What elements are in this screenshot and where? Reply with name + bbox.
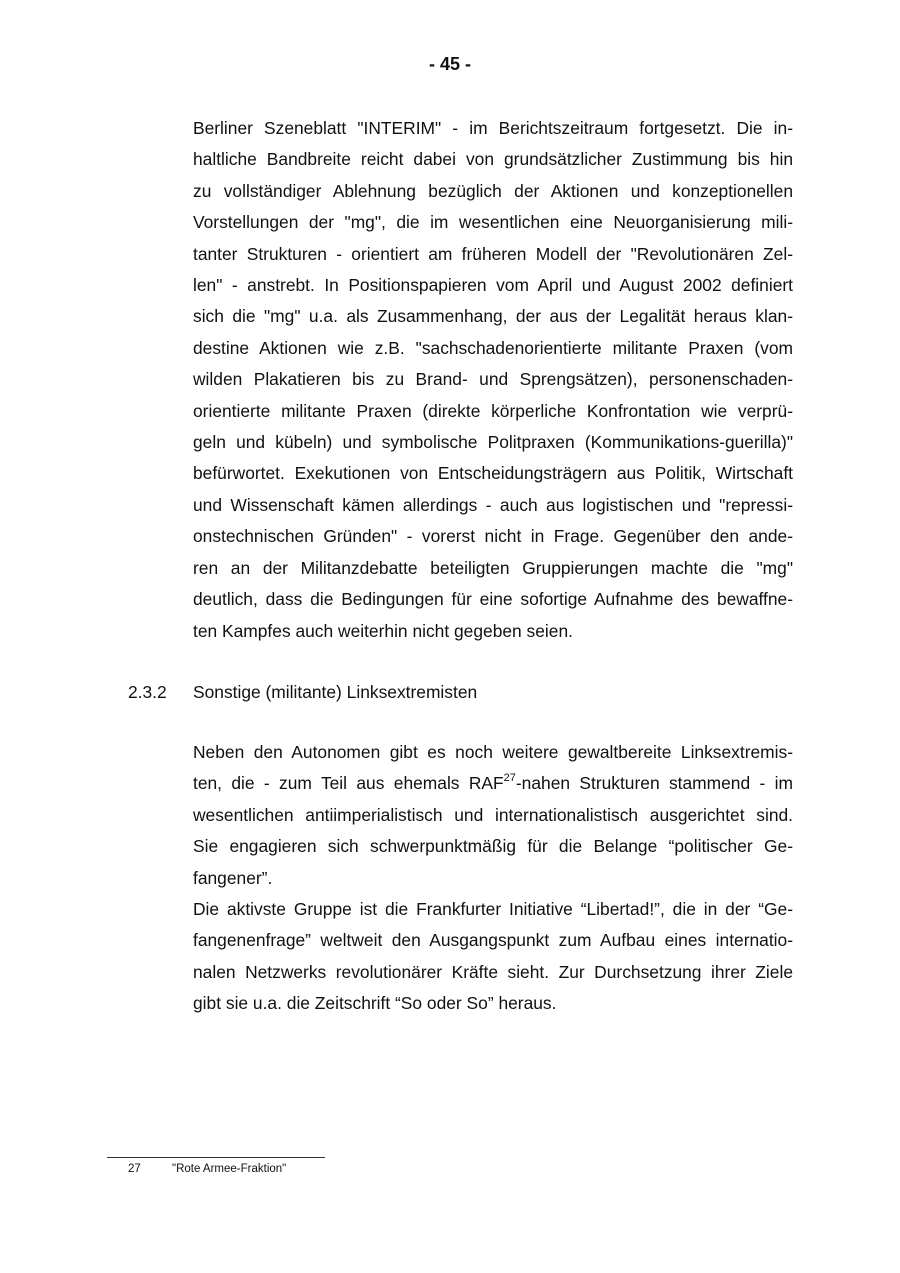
text-line: deutlich, dass die Bedingungen für eine sofortige Aufnahme des bewaffne- [193, 589, 793, 610]
text-line: haltliche Bandbreite reicht dabei von grundsätzlicher Zustimmung bis hin [193, 149, 793, 170]
text-line: zu vollständiger Ablehnung bezüglich der Aktionen und konzeptionellen [193, 180, 793, 201]
text-line: fangener”. [193, 867, 273, 888]
text-segment: -nahen Strukturen stammend - im [515, 773, 793, 794]
footnote-divider [107, 1157, 325, 1158]
text-line: tanter Strukturen - orientiert am früheren Modell der "Revolutionären Zel- [193, 243, 793, 264]
text-line: destine Aktionen wie z.B. "sachschadenorientierte militante Praxen (vom [193, 337, 793, 358]
text-line: Sie engagieren sich schwerpunktmäßig für die Belange “politischer Ge- [193, 836, 793, 857]
footnote-number: 27 [128, 1163, 141, 1175]
footnote-text: "Rote Armee-Fraktion" [172, 1163, 287, 1175]
text-line-with-footnote [193, 768, 793, 799]
text-line: onstechnischen Gründen" - vorerst nicht in Frage. Gegenüber den ande- [193, 526, 793, 547]
footnote-reference[interactable]: 27 [503, 771, 516, 784]
text-line: len" - anstrebt. In Positionspapieren vom April und August 2002 definiert [193, 275, 793, 296]
text-line: gibt sie u.a. die Zeitschrift “So oder So” heraus. [193, 993, 557, 1014]
paragraph-mg-debate [193, 113, 793, 647]
page-number: - 45 - [428, 54, 471, 74]
text-line: ren an der Militanzdebatte beteiligten Gruppierungen machte die "mg" [193, 557, 793, 578]
text-line: nalen Netzwerks revolutionärer Kräfte sieht. Zur Durchsetzung ihrer Ziele [193, 961, 793, 982]
text-line: orientierte militante Praxen (direkte körperliche Konfrontation wie verprü- [193, 400, 793, 421]
text-line: geln und kübeln) und symbolische Politpraxen (Kommunikations-guerilla)" [193, 432, 793, 453]
text-line: Die aktivste Gruppe ist die Frankfurter Initiative “Libertad!”, die in der “Ge- [193, 899, 793, 919]
paragraph-libertad [193, 894, 793, 1020]
text-segment: ten, die - zum Teil aus ehemals RAF [193, 773, 504, 794]
text-line: sich die "mg" u.a. als Zusammenhang, der aus der Legalität heraus klan- [193, 306, 793, 327]
text-line: wilden Plakatieren bis zu Brand- und Sprengsätzen), personenschaden- [193, 369, 793, 390]
section-title: Sonstige (militante) Linksextremisten [193, 682, 478, 702]
text-line: und Wissenschaft kämen allerdings - auch aus logistischen und "repressi- [193, 494, 793, 515]
footnote [128, 1161, 286, 1177]
text-line: ten Kampfes auch weiterhin nicht gegeben seien. [193, 620, 573, 641]
section-number: 2.3.2 [128, 682, 167, 702]
text-line: fangenenfrage” weltweit den Ausgangspunkt zum Aufbau eines internatio- [193, 930, 793, 951]
text-line: Berliner Szeneblatt "INTERIM" - im Berichtszeitraum fortgesetzt. Die in- [193, 118, 793, 138]
section-heading [128, 677, 477, 708]
text-line: Vorstellungen der "mg", die im wesentlichen eine Neuorganisierung mili- [193, 212, 793, 233]
paragraph-other-extremists [193, 737, 793, 894]
text-line: befürwortet. Exekutionen von Entscheidungsträgern aus Politik, Wirtschaft [193, 463, 793, 484]
text-line: Neben den Autonomen gibt es noch weitere gewaltbereite Linksextremis- [193, 742, 793, 762]
text-line: wesentlichen antiimperialistisch und internationalistisch ausgerichtet sind. [193, 804, 793, 825]
